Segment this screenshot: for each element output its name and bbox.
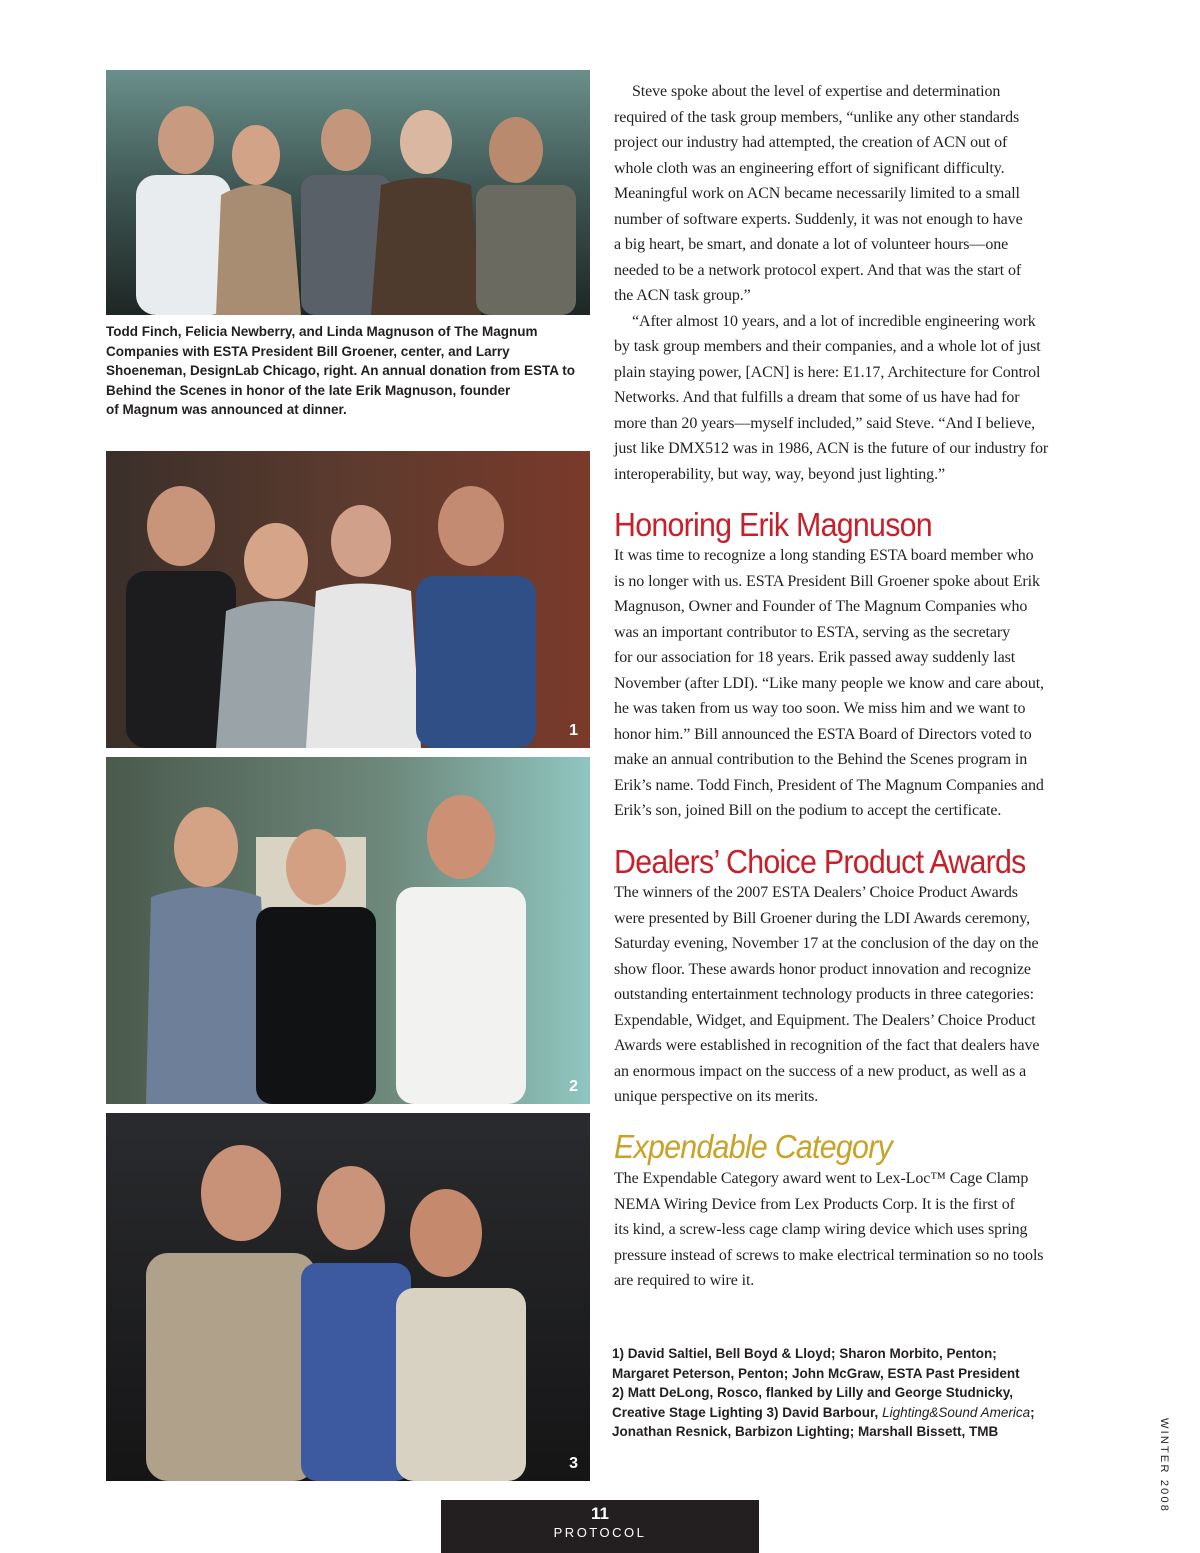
photo-number: 1 bbox=[569, 722, 578, 739]
caption-text: ; bbox=[1030, 1404, 1035, 1420]
text-line: were presented by Bill Groener during the LDI Awards ceremony, bbox=[614, 909, 1031, 927]
paragraph bbox=[614, 880, 1098, 1110]
photo-1 bbox=[106, 451, 590, 748]
caption-line: Jonathan Resnick, Barbizon Lighting; Marshall Bissett, TMB bbox=[612, 1424, 999, 1439]
text-line: by task group members and their companies, and a whole lot of just bbox=[614, 338, 1041, 355]
text-line: he was taken from us way too soon. We miss him and we want to bbox=[614, 700, 1026, 717]
text-line: Erik’s name. Todd Finch, President of The Magnum Companies and bbox=[614, 776, 1044, 794]
intro-text bbox=[614, 79, 1098, 487]
caption-line: 1) David Saltiel, Bell Boyd & Lloyd; Sharon Morbito, Penton; bbox=[612, 1346, 997, 1361]
section-heading-honoring: Honoring Erik Magnuson bbox=[614, 506, 932, 543]
photo-image bbox=[106, 757, 590, 1104]
publication-name: PROTOCOL bbox=[553, 1525, 647, 1540]
section-body-honoring bbox=[614, 543, 1098, 824]
section-heading-expendable-category: Expendable Category bbox=[614, 1128, 893, 1165]
text-line: Awards were established in recognition of the fact that dealers have bbox=[614, 1037, 1040, 1054]
publication-title: Lighting&Sound America bbox=[882, 1404, 1031, 1420]
text-line: It was time to recognize a long standing ESTA board member who bbox=[614, 547, 1034, 564]
photo-2 bbox=[106, 757, 590, 1104]
text-line: just like DMX512 was in 1986, ACN is the future of our industry for bbox=[614, 440, 1049, 457]
text-line: Meaningful work on ACN became necessarily limited to a small bbox=[614, 185, 1020, 202]
caption-line: 2) Matt DeLong, Rosco, flanked by Lilly and George Studnicky, bbox=[612, 1385, 1014, 1400]
caption-line bbox=[612, 1403, 1112, 1423]
text-line: “After almost 10 years, and a lot of incredible engineering work bbox=[632, 312, 1036, 330]
caption-line: Margaret Peterson, Penton; John McGraw, ESTA Past President bbox=[612, 1365, 1020, 1381]
photo-caption-top bbox=[106, 322, 596, 420]
text-line: interoperability, but way, way, beyond just lighting.” bbox=[614, 465, 945, 483]
issue-label: WINTER 2008 bbox=[1158, 1418, 1170, 1514]
page-number: 11 bbox=[591, 1504, 609, 1523]
text-line: show floor. These awards honor product innovation and recognize bbox=[614, 960, 1031, 978]
text-line: November (after LDI). “Like many people we know and care about, bbox=[614, 674, 1044, 692]
text-line: NEMA Wiring Device from Lex Products Corp. It is the first of bbox=[614, 1195, 1015, 1213]
text-line: are required to wire it. bbox=[614, 1272, 755, 1289]
paragraph bbox=[614, 1166, 1098, 1294]
text-line: Erik’s son, joined Bill on the podium to accept the certificate. bbox=[614, 802, 1002, 819]
text-line: honor him.” Bill announced the ESTA Board of Directors voted to bbox=[614, 725, 1032, 743]
text-line: Networks. And that fulfills a dream that some of us have had for bbox=[614, 389, 1020, 406]
text-line: whole cloth was an engineering effort of significant difficulty. bbox=[614, 159, 1005, 177]
text-line: The Expendable Category award went to Lex-Loc™ Cage Clamp bbox=[614, 1170, 1029, 1187]
photo-caption-bottom bbox=[612, 1344, 1112, 1442]
text-line: required of the task group members, “unlike any other standards bbox=[614, 108, 1020, 126]
text-line: make an annual contribution to the Behind the Scenes program in bbox=[614, 751, 1028, 768]
text-line: plain staying power, [ACN] is here: E1.17, Architecture for Control bbox=[614, 363, 1041, 381]
caption-line: Companies with ESTA President Bill Groener, center, and Larry bbox=[106, 343, 510, 359]
text-line: for our association for 18 years. Erik passed away suddenly last bbox=[614, 649, 1016, 666]
text-line: unique perspective on its merits. bbox=[614, 1088, 819, 1105]
photo-3 bbox=[106, 1113, 590, 1481]
section-heading-dealers-choice: Dealers’ Choice Product Awards bbox=[614, 843, 1026, 880]
page-footer bbox=[441, 1500, 759, 1553]
text-line: an enormous impact on the success of a new product, as well as a bbox=[614, 1062, 1027, 1080]
text-line: outstanding entertainment technology products in three categories: bbox=[614, 986, 1034, 1003]
photo-image bbox=[106, 70, 590, 315]
text-line: the ACN task group.” bbox=[614, 287, 751, 304]
photo-number: 3 bbox=[569, 1455, 578, 1472]
text-line: a big heart, be smart, and donate a lot of volunteer hours—one bbox=[614, 236, 1009, 253]
caption-text: Creative Stage Lighting 3) David Barbour, bbox=[612, 1404, 883, 1420]
caption-line: Shoeneman, DesignLab Chicago, right. An annual donation from ESTA to bbox=[106, 363, 576, 378]
section-body-dealers-choice bbox=[614, 880, 1098, 1110]
text-line: The winners of the 2007 ESTA Dealers’ Choice Product Awards bbox=[614, 884, 1018, 901]
text-line: pressure instead of screws to make electrical termination so no tools bbox=[614, 1246, 1044, 1264]
paragraph bbox=[614, 309, 1098, 488]
text-line: Saturday evening, November 17 at the conclusion of the day on the bbox=[614, 935, 1039, 952]
paragraph bbox=[614, 543, 1098, 824]
text-line: Expendable, Widget, and Equipment. The Dealers’ Choice Product bbox=[614, 1011, 1036, 1029]
photo-image bbox=[106, 1113, 590, 1481]
caption-line: of Magnum was announced at dinner. bbox=[106, 402, 347, 417]
caption-line: Behind the Scenes in honor of the late Erik Magnuson, founder bbox=[106, 382, 511, 398]
text-line: was an important contributor to ESTA, serving as the secretary bbox=[614, 623, 1010, 641]
photo-magnum-group bbox=[106, 70, 590, 315]
text-line: is no longer with us. ESTA President Bill Groener spoke about Erik bbox=[614, 572, 1040, 590]
text-line: needed to be a network protocol expert. And that was the start of bbox=[614, 261, 1022, 279]
text-line: its kind, a screw-less cage clamp wiring device which uses spring bbox=[614, 1221, 1028, 1238]
text-line: project our industry had attempted, the creation of ACN out of bbox=[614, 134, 1008, 151]
caption-line: Todd Finch, Felicia Newberry, and Linda Magnuson of The Magnum bbox=[106, 324, 538, 339]
text-line: number of software experts. Suddenly, it was not enough to have bbox=[614, 210, 1023, 228]
section-body-expendable-category bbox=[614, 1166, 1098, 1294]
text-line: Steve spoke about the level of expertise and determination bbox=[632, 83, 1001, 100]
text-line: Magnuson, Owner and Founder of The Magnum Companies who bbox=[614, 598, 1028, 615]
paragraph bbox=[614, 79, 1098, 309]
photo-image bbox=[106, 451, 590, 748]
photo-number: 2 bbox=[569, 1078, 578, 1095]
text-line: more than 20 years—myself included,” said Steve. “And I believe, bbox=[614, 414, 1036, 432]
